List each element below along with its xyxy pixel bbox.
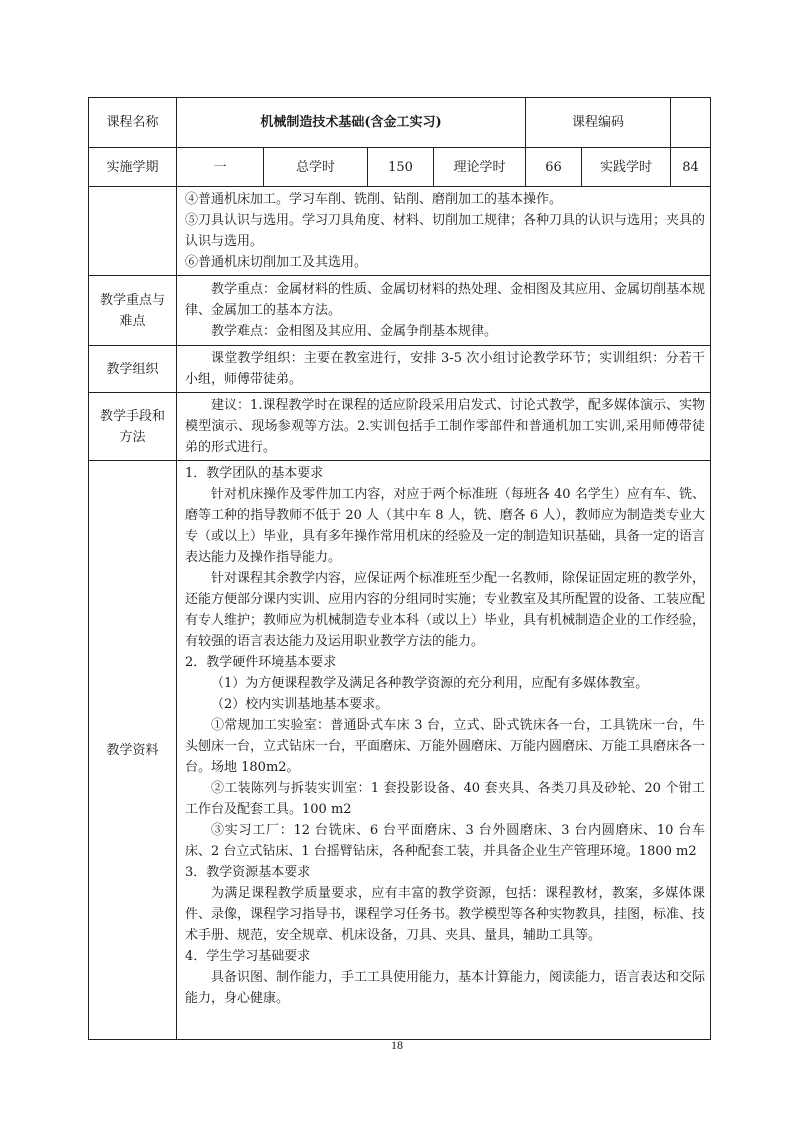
key-points-row	[89, 276, 711, 346]
section-2-item-2-2: ②工装陈列与拆装实训室：1 套投影设备、40 套夹具、各类刀具及砂轮、20 个钳工工作台及配套工具。100 m2	[185, 781, 706, 817]
practice-hours-value: 84	[671, 148, 711, 187]
methods-content	[177, 393, 711, 461]
course-code-label: 课程编码	[526, 98, 671, 148]
resources-label: 教学资料	[89, 461, 177, 1040]
section-1-title: 1．教学团队的基本要求	[185, 466, 324, 481]
semester-label: 实施学期	[89, 148, 177, 187]
key-points-label: 教学重点与 难点	[89, 276, 177, 346]
section-2-item-2-1: ①常规加工实验室：普通卧式车床 3 台，立式、卧式铣床各一台，工具铣床一台，牛头刨床一台，立式钻床一台，平面磨床、万能外圆磨床、万能内圆磨床、万能工具磨床各一台。场地 180m2。	[185, 718, 706, 775]
key-points-content	[177, 276, 711, 346]
content-item-6: ⑥普通机床切削加工及其选用。	[185, 255, 368, 270]
total-hours-value: 150	[368, 148, 434, 187]
section-2-item-1: （1）为方便课程教学及满足各种教学资源的充分利用，应配有多媒体教室。	[211, 676, 649, 691]
section-4-title: 4．学生学习基础要求	[185, 949, 311, 964]
section-3-title: 3．教学资源基本要求	[185, 865, 311, 880]
resources-row	[89, 461, 711, 1040]
organization-content	[177, 346, 711, 393]
methods-row	[89, 393, 711, 461]
methods-label: 教学手段和 方法	[89, 393, 177, 461]
page-number: 18	[391, 1038, 403, 1052]
section-3-paragraph: 为满足课程教学质量要求，应有丰富的教学资源，包括：课程教材，教案，多媒体课件、录像，课程学习指导书，课程学习任务书。教学模型等各种实物教具，挂图，标准、技术手册、规范，安全规章、机床设备，刀具、夹具、量具，辅助工具等。	[185, 886, 706, 943]
practice-hours-label: 实践学时	[582, 148, 671, 187]
content-item-5: ⑤刀具认识与选用。学习刀具角度、材料、切削加工规律；各种刀具的认识与选用；夹具的认识与选用。	[185, 213, 706, 249]
course-table	[88, 97, 711, 1040]
semester-value: 一	[177, 148, 264, 187]
content-continued-label	[89, 187, 177, 276]
methods-text: 建议：1.课程教学时在课程的适应阶段采用启发式、讨论式教学，配多媒体演示、实物模型演示、现场参观等方法。2.实训包括手工制作零部件和普通机加工实训,采用师傅带徒弟的形式进行。	[185, 398, 706, 455]
hours-row	[89, 148, 711, 187]
content-continued-row	[89, 187, 711, 276]
total-hours-label: 总学时	[264, 148, 368, 187]
section-2-title: 2．教学硬件环境基本要求	[185, 655, 337, 670]
teaching-difficulty: 教学难点：金相图及其应用、金属争削基本规律。	[211, 324, 498, 339]
theory-hours-value: 66	[526, 148, 582, 187]
section-4-paragraph: 具备识图、制作能力，手工工具使用能力，基本计算能力，阅读能力，语言表达和交际能力，身心健康。	[185, 970, 706, 1006]
content-item-4: ④普通机床加工。学习车削、铣削、钻削、磨削加工的基本操作。	[185, 192, 563, 207]
course-code	[671, 98, 711, 148]
teaching-focus: 教学重点：金属材料的性质、金属切材料的热处理、金相图及其应用、金属切削基本规律、金属加工的基本方法。	[185, 282, 706, 318]
organization-row	[89, 346, 711, 393]
section-2-item-2-3: ③实习工厂：12 台铣床、6 台平面磨床、3 台外圆磨床、3 台内圆磨床、10 台车床、2 台立式钻床、1 台摇臂钻床，各种配套工装，并具备企业生产管理环境。1800 m2	[185, 823, 706, 859]
section-1-paragraph-2: 针对课程其余教学内容，应保证两个标准班至少配一名教师，除保证固定班的教学外，还能方便部分课内实训、应用内容的分组同时实施；专业教室及其所配置的设备、工装应配有专人维护；教师应为机械制造专业本科（或以上）毕业，具有机械制造企业的工作经验，有较强的语言表达能力及运用职业教学方法的能力。	[185, 571, 706, 649]
organization-text: 课堂教学组织：主要在教室进行，安排 3-5 次小组讨论教学环节；实训组织：分若干小组，师傅带徒弟。	[185, 351, 706, 387]
course-name-label: 课程名称	[89, 98, 177, 148]
content-continued	[177, 187, 711, 276]
section-1-paragraph-1: 针对机床操作及零件加工内容，对应于两个标准班（每班各 40 名学生）应有车、铣、磨等工种的指导教师不低于 20 人（其中车 8 人，铣、磨各 6 人），教师应为制造类专业大专（或以上）毕业，具有多年操作常用机床的经验及一定的制造知识基础，具备一定的语言表达能力及操作指导能力。	[185, 487, 706, 565]
course-name: 机械制造技术基础(含金工实习)	[177, 98, 526, 148]
section-2-item-2: （2）校内实训基地基本要求。	[211, 697, 389, 712]
resources-content	[177, 461, 711, 1040]
course-name-row	[89, 98, 711, 148]
organization-label: 教学组织	[89, 346, 177, 393]
theory-hours-label: 理论学时	[434, 148, 526, 187]
